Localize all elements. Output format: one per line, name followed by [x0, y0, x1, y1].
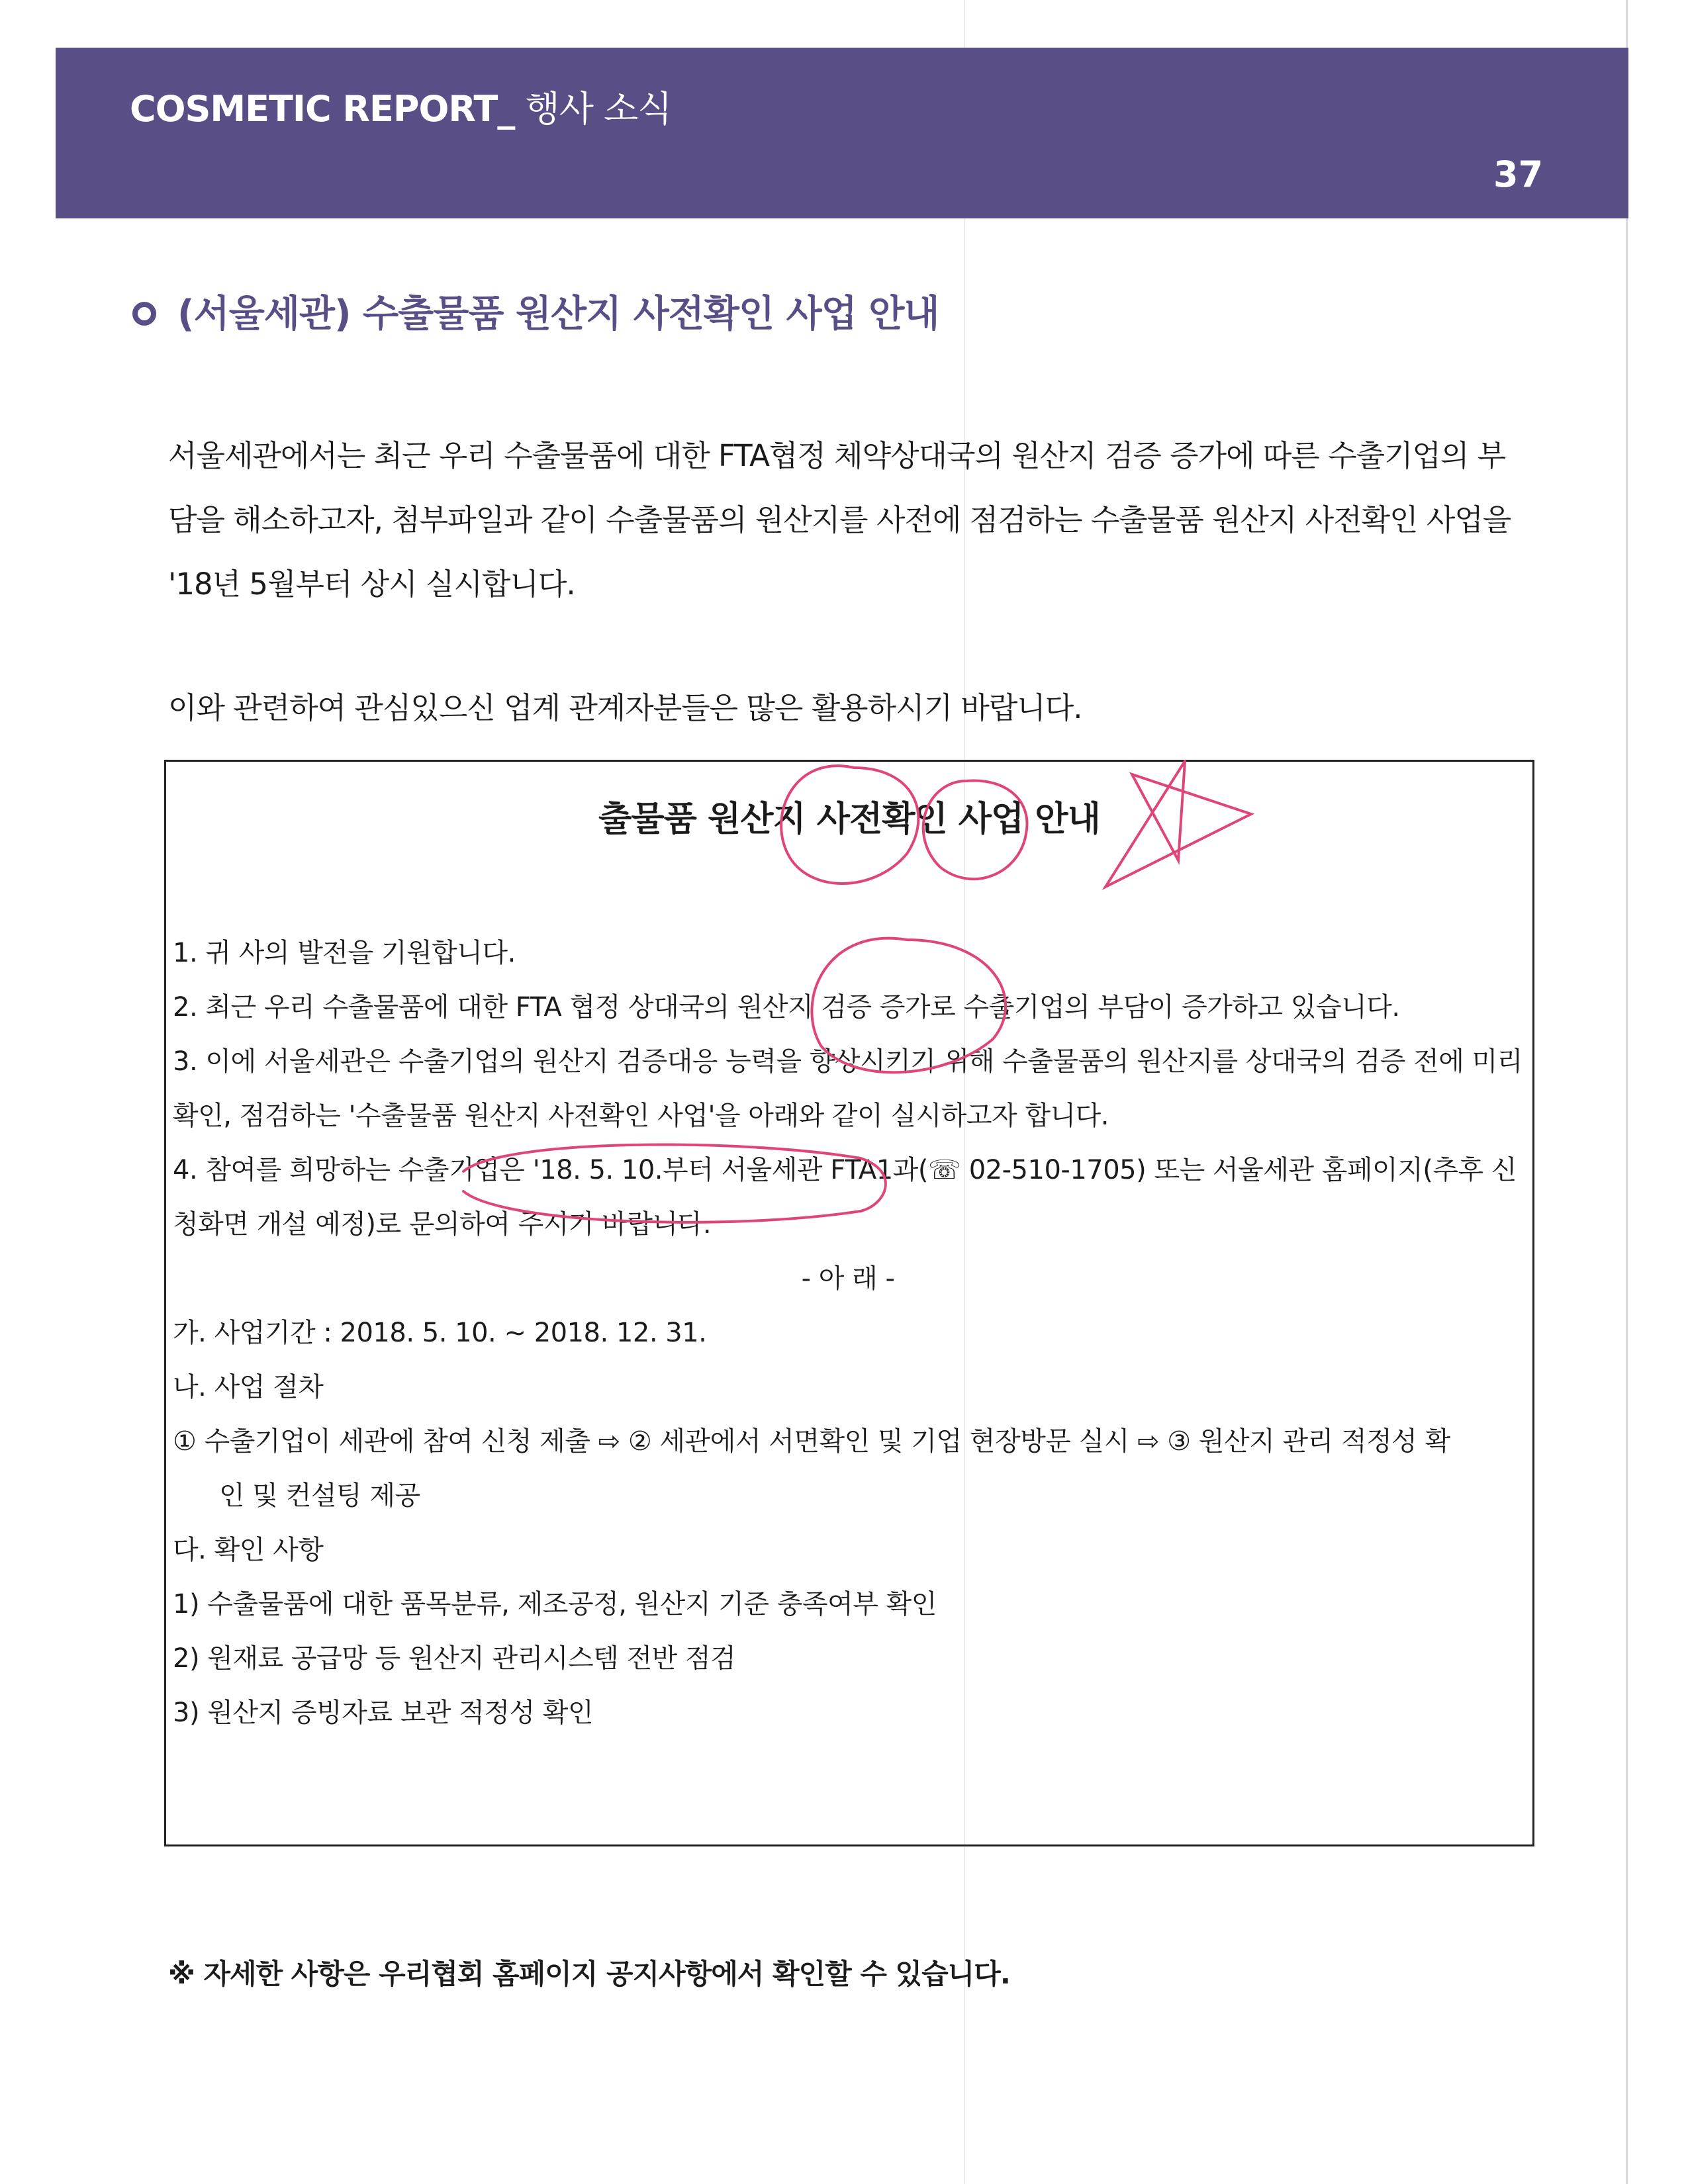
report-label: COSMETIC REPORT_ [130, 88, 515, 130]
intro-paragraph-1: 서울세관에서는 최근 우리 수출물품에 대한 FTA협정 체약상대국의 원산지 검증 증가에 따른 수출기업의 부담을 해소하고자, 첨부파일과 같이 수출물품의 원산지를 사전에 점검하는 수출물품 원산지 사전확인 사업을 '18년 5월부터 상시 실시합니다. [168, 438, 1511, 602]
pen-underline-mark [463, 1145, 886, 1222]
notice-item: 3. 이에 서울세관은 수출기업의 원산지 검증대응 능력을 향상시키기 위해 수출물품의 원산지를 상대국의 검증 전에 미리 확인, 점검하는 '수출물품 원산지 사전확인 사업'을 아래와 같이 실시하고자 합니다. [173, 1046, 1523, 1131]
procedure-line-1: ① 수출기업이 세관에 참여 신청 제출 ⇨ ② 세관에서 서면확인 및 기업 현장방문 실시 ⇨ ③ 원산지 관리 적정성 확 [173, 1426, 1450, 1457]
check-item: 2) 원재료 공급망 등 원산지 관리시스템 전반 점검 [173, 1643, 736, 1674]
notice-item: 1. 귀 사의 발전을 기원합니다. [173, 938, 516, 968]
period-line: 가. 사업기간 : 2018. 5. 10. ~ 2018. 12. 31. [173, 1318, 707, 1348]
section-label: 행사 소식 [514, 88, 672, 130]
procedure-line-2: 인 및 컨설팅 제공 [219, 1480, 420, 1511]
details-heading: - 아 래 - [801, 1263, 895, 1294]
notice-item: 4. 참여를 희망하는 수출기업은 '18. 5. 10.부터 서울세관 FTA1과(☏ 02-510-1705) 또는 서울세관 홈페이지(추후 신청화면 개설 예정)로 문의하여 주시기 바랍니다. [173, 1155, 1517, 1240]
notice-item: 2. 최근 우리 수출물품에 대한 FTA 협정 상대국의 원산지 검증 증가로 수출기업의 부담이 증가하고 있습니다. [173, 992, 1400, 1023]
section-heading-text: (서울세관) 수출물품 원산지 사전확인 사업 안내 [177, 293, 939, 336]
checks-heading: 다. 확인 사항 [173, 1535, 324, 1565]
pen-circle-mark [781, 766, 918, 884]
page-number: 37 [1493, 154, 1544, 195]
check-item: 1) 수출물품에 대한 품목분류, 제조공정, 원산지 기준 충족여부 확인 [173, 1589, 937, 1619]
check-item: 3) 원산지 증빙자료 보관 적정성 확인 [173, 1698, 594, 1728]
pen-circle-mark [923, 781, 1027, 880]
procedure-heading: 나. 사업 절차 [173, 1372, 324, 1402]
pen-circle-mark [812, 938, 1006, 1073]
notice-title: 출물품 원산지 사전확인 사업 안내 [598, 799, 1100, 839]
footer-note: ※ 자세한 사항은 우리협회 홈페이지 공지사항에서 확인할 수 있습니다. [168, 1958, 1010, 1990]
pen-star-mark [1105, 761, 1251, 887]
intro-paragraph-2: 이와 관련하여 관심있으신 업계 관계자분들은 많은 활용하시기 바랍니다. [168, 690, 1082, 725]
